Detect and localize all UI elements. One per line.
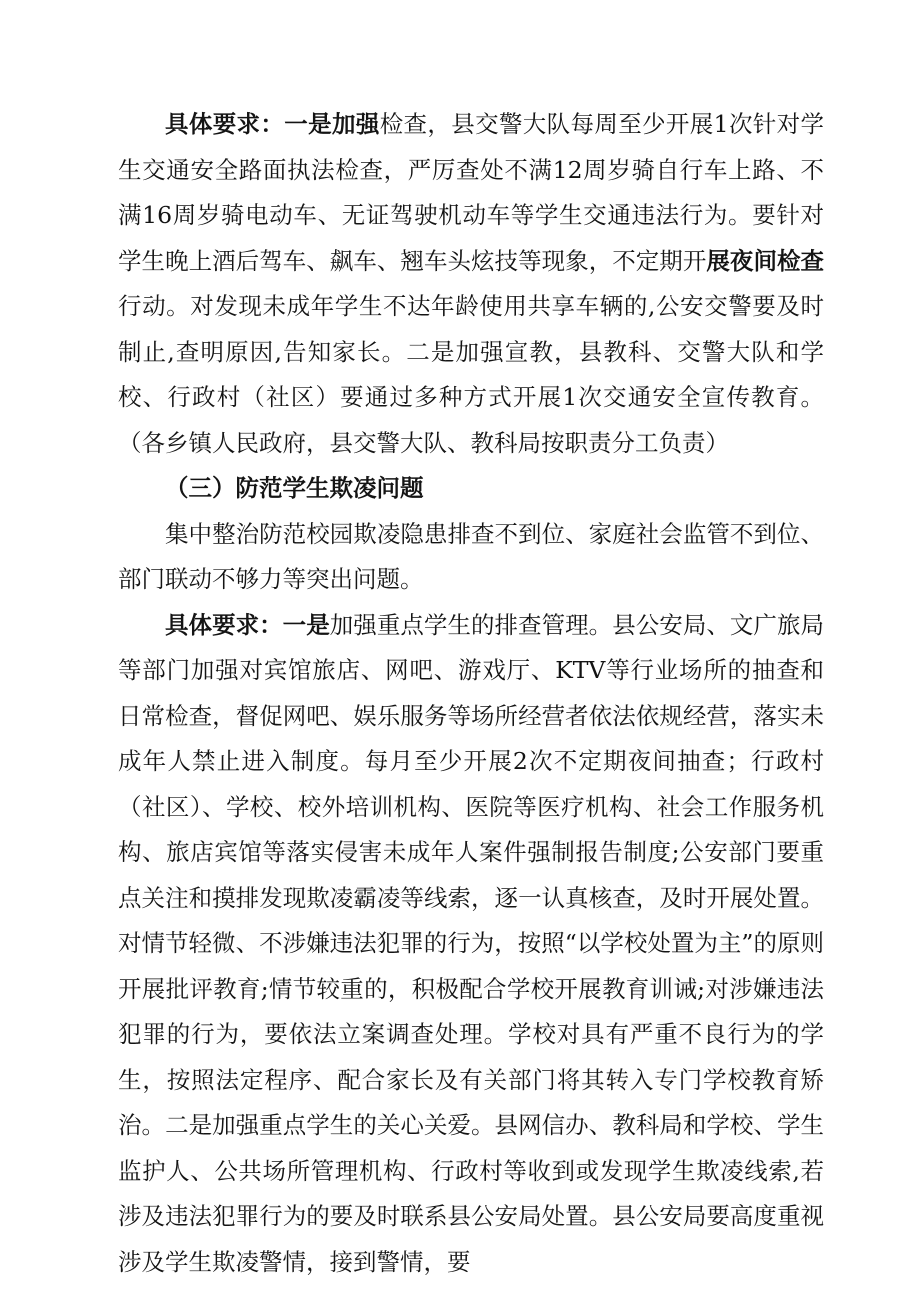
requirements-lead: 具体要求：一是 [165,610,330,639]
requirements-lead: 具体要求：一是加强 [165,110,380,138]
section-heading: （三）防范学生欺凌问题 [165,474,424,502]
paragraph-text: 检查，县交警大队每周至少开展1次针对学生交通安全路面执法检查，严厉查处不满12周岁骑自行车上路、不满16周岁骑电动车、无证驾驶机动车等学生交通违法行为。要针对学生晚上酒后驾车、飙车、翘车头炫技等现象，不定期开 [118,110,825,275]
bold-phrase: 展夜间检查 [706,246,825,275]
requirements-paragraph-bullying [118,603,824,1286]
document-body [118,102,824,1285]
requirements-paragraph-traffic [118,102,824,466]
paragraph-text: 行动。对发现未成年学生不达年龄使用共享车辆的,公安交警要及时制止,查明原因,告知家长。二是加强宣教，县教科、交警大队和学校、行政村（社区）要通过多种方式开展1次交通安全宣传教育。（各乡镇人民政府，县交警大队、教科局按职责分工负责） [118,292,824,457]
focus-paragraph: 集中整治防范校园欺凌隐患排查不到位、家庭社会监管不到位、部门联动不够力等突出问题。 [118,519,824,593]
paragraph-text: 加强重点学生的排查管理。县公安局、文广旅局等部门加强对宾馆旅店、网吧、游戏厅、KTV等行业场所的抽查和日常检查，督促网吧、娱乐服务等场所经营者依法依规经营，落实未成年人禁止进入制度。每月至少开展2次不定期夜间抽查；行政村（社区）、学校、校外培训机构、医院等医疗机构、社会工作服务机构、旅店宾馆等落实侵害未成年人案件强制报告制度;公安部门要重点关注和摸排发现欺凌霸凌等线索，逐一认真核查，及时开展处置。对情节轻微、不涉嫌违法犯罪的行为，按照“以学校处置为主”的原则开展批评教育;情节较重的，积极配合学校开展教育训诫;对涉嫌违法犯罪的行为，要依法立案调查处理。学校对具有严重不良行为的学生，按照法定程序、配合家长及有关部门将其转入专门学校教育矫治。二是加强重点学生的关心关爱。县网信办、教科局和学校、学生监护人、公共场所管理机构、行政村等收到或发现学生欺凌线索,若涉及违法犯罪行为的要及时联系县公安局处置。县公安局要高度重视涉及学生欺凌警情，接到警情，要 [118,610,825,1276]
